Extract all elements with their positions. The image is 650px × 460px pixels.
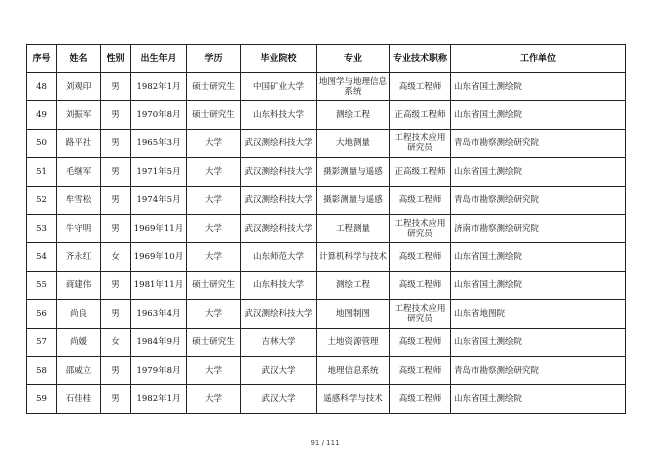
cell-title: 高级工程师 <box>390 243 451 271</box>
cell-title: 工程技术应用研究员 <box>390 300 451 328</box>
cell-education: 大学 <box>187 158 241 186</box>
cell-birth: 1969年11月 <box>131 214 187 242</box>
table-row <box>27 385 626 413</box>
table-row <box>27 129 626 157</box>
cell-birth: 1965年3月 <box>131 129 187 157</box>
cell-employer: 青岛市勘察测绘研究院 <box>451 186 626 214</box>
cell-title: 正高级工程师 <box>390 158 451 186</box>
cell-title: 工程技术应用研究员 <box>390 129 451 157</box>
cell-birth: 1970年8月 <box>131 101 187 129</box>
cell-school: 武汉大学 <box>241 385 317 413</box>
cell-education: 大学 <box>187 186 241 214</box>
cell-index: 56 <box>27 300 57 328</box>
cell-title: 高级工程师 <box>390 73 451 101</box>
cell-major: 地图学与地理信息系统 <box>317 73 390 101</box>
cell-school: 武汉测绘科技大学 <box>241 158 317 186</box>
cell-education: 硕士研究生 <box>187 101 241 129</box>
cell-education: 大学 <box>187 243 241 271</box>
cell-school: 吉林大学 <box>241 328 317 356</box>
cell-education: 硕士研究生 <box>187 73 241 101</box>
table-row <box>27 73 626 101</box>
cell-index: 48 <box>27 73 57 101</box>
cell-index: 54 <box>27 243 57 271</box>
cell-employer: 山东省国土测绘院 <box>451 73 626 101</box>
table-header-row <box>27 45 626 73</box>
table-row <box>27 271 626 299</box>
cell-education: 大学 <box>187 300 241 328</box>
cell-birth: 1974年5月 <box>131 186 187 214</box>
cell-index: 51 <box>27 158 57 186</box>
cell-major: 测绘工程 <box>317 101 390 129</box>
cell-name: 牛守明 <box>57 214 101 242</box>
cell-employer: 山东省国土测绘院 <box>451 243 626 271</box>
header-employer: 工作单位 <box>451 45 626 73</box>
cell-employer: 青岛市勘察测绘研究院 <box>451 129 626 157</box>
cell-employer: 山东省国土测绘院 <box>451 158 626 186</box>
cell-name: 齐永红 <box>57 243 101 271</box>
cell-gender: 男 <box>101 158 131 186</box>
cell-birth: 1981年11月 <box>131 271 187 299</box>
cell-employer: 山东省国土测绘院 <box>451 101 626 129</box>
cell-school: 山东科技大学 <box>241 101 317 129</box>
cell-index: 49 <box>27 101 57 129</box>
header-school: 毕业院校 <box>241 45 317 73</box>
cell-index: 50 <box>27 129 57 157</box>
cell-employer: 济南市勘察测绘研究院 <box>451 214 626 242</box>
cell-gender: 男 <box>101 214 131 242</box>
cell-gender: 女 <box>101 243 131 271</box>
cell-name: 路平社 <box>57 129 101 157</box>
cell-birth: 1982年1月 <box>131 73 187 101</box>
cell-employer: 青岛市勘察测绘研究院 <box>451 356 626 384</box>
cell-title: 正高级工程师 <box>390 101 451 129</box>
cell-major: 计算机科学与技术 <box>317 243 390 271</box>
cell-name: 刘观印 <box>57 73 101 101</box>
cell-school: 山东师范大学 <box>241 243 317 271</box>
cell-gender: 男 <box>101 271 131 299</box>
table-row <box>27 300 626 328</box>
cell-birth: 1984年9月 <box>131 328 187 356</box>
cell-name: 尚媛 <box>57 328 101 356</box>
cell-employer: 山东省国土测绘院 <box>451 271 626 299</box>
table-row <box>27 101 626 129</box>
table-row <box>27 158 626 186</box>
cell-gender: 男 <box>101 385 131 413</box>
cell-education: 大学 <box>187 129 241 157</box>
cell-title: 高级工程师 <box>390 271 451 299</box>
cell-name: 尚良 <box>57 300 101 328</box>
header-birth: 出生年月 <box>131 45 187 73</box>
header-index: 序号 <box>27 45 57 73</box>
cell-gender: 男 <box>101 186 131 214</box>
cell-gender: 女 <box>101 328 131 356</box>
cell-title: 工程技术应用研究员 <box>390 214 451 242</box>
cell-birth: 1979年8月 <box>131 356 187 384</box>
cell-name: 邵威立 <box>57 356 101 384</box>
table-row <box>27 214 626 242</box>
cell-index: 52 <box>27 186 57 214</box>
cell-major: 地理信息系统 <box>317 356 390 384</box>
cell-major: 摄影测量与遥感 <box>317 186 390 214</box>
cell-name: 牟雪松 <box>57 186 101 214</box>
cell-major: 测绘工程 <box>317 271 390 299</box>
cell-education: 大学 <box>187 214 241 242</box>
header-title: 专业技术职称 <box>390 45 451 73</box>
cell-gender: 男 <box>101 73 131 101</box>
cell-employer: 山东省国土测绘院 <box>451 385 626 413</box>
header-education: 学历 <box>187 45 241 73</box>
personnel-table <box>26 44 626 414</box>
cell-name: 商建伟 <box>57 271 101 299</box>
cell-education: 硕士研究生 <box>187 271 241 299</box>
page-number: 91 / 111 <box>310 439 340 447</box>
cell-index: 55 <box>27 271 57 299</box>
cell-education: 硕士研究生 <box>187 328 241 356</box>
cell-school: 中国矿业大学 <box>241 73 317 101</box>
cell-birth: 1982年1月 <box>131 385 187 413</box>
cell-birth: 1963年4月 <box>131 300 187 328</box>
cell-school: 山东科技大学 <box>241 271 317 299</box>
cell-school: 武汉测绘科技大学 <box>241 300 317 328</box>
table-body <box>27 73 626 414</box>
cell-education: 大学 <box>187 385 241 413</box>
table-row <box>27 186 626 214</box>
header-major: 专业 <box>317 45 390 73</box>
cell-major: 土地资源管理 <box>317 328 390 356</box>
cell-title: 高级工程师 <box>390 356 451 384</box>
header-gender: 性别 <box>101 45 131 73</box>
cell-name: 石佳桂 <box>57 385 101 413</box>
cell-employer: 山东省地图院 <box>451 300 626 328</box>
table-row <box>27 356 626 384</box>
table-row <box>27 328 626 356</box>
cell-major: 遥感科学与技术 <box>317 385 390 413</box>
cell-birth: 1971年5月 <box>131 158 187 186</box>
cell-major: 工程测量 <box>317 214 390 242</box>
cell-name: 毛继军 <box>57 158 101 186</box>
cell-school: 武汉测绘科技大学 <box>241 214 317 242</box>
cell-gender: 男 <box>101 129 131 157</box>
cell-gender: 男 <box>101 356 131 384</box>
cell-birth: 1969年10月 <box>131 243 187 271</box>
cell-major: 摄影测量与遥感 <box>317 158 390 186</box>
cell-employer: 山东省国土测绘院 <box>451 328 626 356</box>
cell-school: 武汉大学 <box>241 356 317 384</box>
cell-school: 武汉测绘科技大学 <box>241 186 317 214</box>
cell-index: 59 <box>27 385 57 413</box>
personnel-table-container <box>26 44 625 414</box>
cell-title: 高级工程师 <box>390 186 451 214</box>
cell-education: 大学 <box>187 356 241 384</box>
cell-name: 刘振军 <box>57 101 101 129</box>
cell-school: 武汉测绘科技大学 <box>241 129 317 157</box>
cell-gender: 男 <box>101 300 131 328</box>
cell-index: 53 <box>27 214 57 242</box>
table-row <box>27 243 626 271</box>
cell-gender: 男 <box>101 101 131 129</box>
cell-index: 58 <box>27 356 57 384</box>
cell-index: 57 <box>27 328 57 356</box>
cell-title: 高级工程师 <box>390 385 451 413</box>
header-name: 姓名 <box>57 45 101 73</box>
cell-title: 高级工程师 <box>390 328 451 356</box>
cell-major: 地图制图 <box>317 300 390 328</box>
cell-major: 大地测量 <box>317 129 390 157</box>
